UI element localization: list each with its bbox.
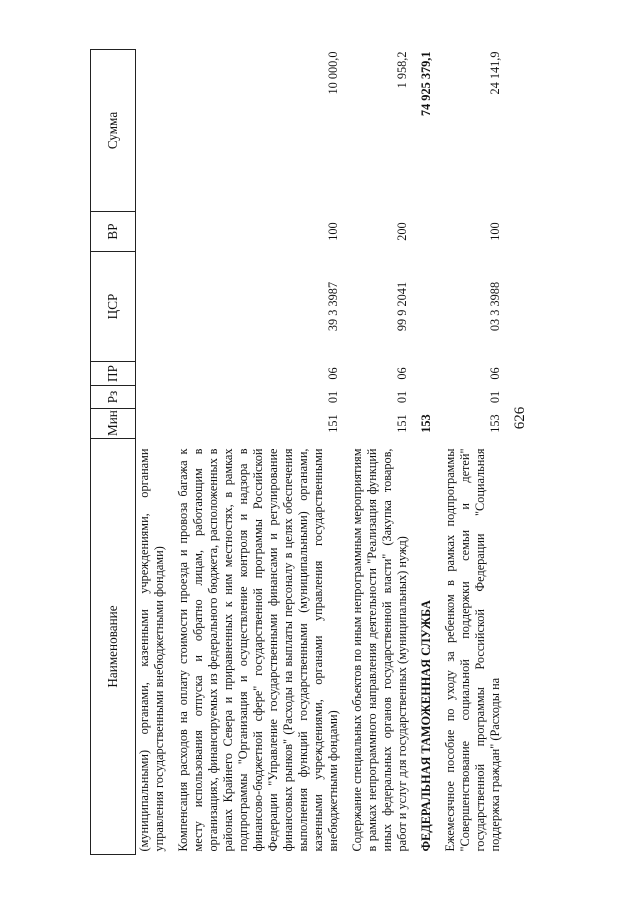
row-sum bbox=[136, 50, 169, 212]
row-sum: 10 000,0 bbox=[326, 51, 340, 95]
row-min bbox=[136, 409, 169, 439]
header-name: Наименование bbox=[91, 439, 136, 855]
row-csr bbox=[411, 252, 435, 362]
row-name: (муниципальными) органами, казенными учреждениями, органами управления государственными внебюджетными фондами) bbox=[137, 448, 166, 852]
row-rz: 01 bbox=[326, 390, 340, 404]
header-rz: Рз bbox=[91, 386, 136, 409]
table-row bbox=[136, 50, 169, 855]
row-pr: 06 bbox=[326, 367, 340, 380]
row-pr: 06 bbox=[488, 367, 502, 380]
table-header-row bbox=[91, 50, 136, 855]
row-pr bbox=[136, 362, 169, 386]
row-name: Ежемесячное пособие по уходу за ребенком в рамках подпрограммы "Совершенствование социальной поддержки семьи и детей" государственной программы Российской Федерации "Социальная поддержка граждан" (Расходы на bbox=[443, 448, 502, 852]
row-rz bbox=[136, 386, 169, 409]
row-rz bbox=[411, 386, 435, 409]
row-vr bbox=[136, 212, 169, 252]
table-row bbox=[435, 50, 504, 855]
row-name: Содержание специальных объектов по иным непрограммным мероприятиям в рамках непрограммного направления деятельности "Реализация функций иных федеральных органов государственной власти" (Закупка товаров, работ и услуг для государственных (муниципальных) нужд) bbox=[350, 448, 409, 852]
header-min: Мин bbox=[91, 409, 136, 439]
row-sum: 74 925 379,1 bbox=[419, 51, 433, 117]
row-pr bbox=[411, 362, 435, 386]
row-csr: 03 3 3988 bbox=[488, 281, 502, 332]
row-vr: 200 bbox=[395, 222, 409, 241]
row-rz: 01 bbox=[488, 390, 502, 404]
row-vr: 100 bbox=[488, 222, 502, 241]
table-row-section bbox=[411, 50, 435, 855]
row-sum: 24 141,9 bbox=[488, 51, 502, 95]
header-csr: ЦСР bbox=[91, 252, 136, 362]
row-name: ФЕДЕРАЛЬНАЯ ТАМОЖЕННАЯ СЛУЖБА bbox=[419, 600, 433, 852]
row-min: 151 bbox=[395, 414, 409, 433]
header-sum: Сумма bbox=[91, 50, 136, 212]
row-rz: 01 bbox=[395, 390, 409, 404]
row-csr: 39 3 3987 bbox=[326, 281, 340, 332]
row-min: 153 bbox=[419, 414, 433, 433]
page-number: 626 bbox=[512, 406, 528, 430]
table-row bbox=[168, 50, 342, 855]
row-min: 151 bbox=[326, 414, 340, 433]
row-csr bbox=[136, 252, 169, 362]
row-vr bbox=[411, 212, 435, 252]
row-sum: 1 958,2 bbox=[395, 51, 409, 89]
table-row bbox=[342, 50, 411, 855]
row-csr: 99 9 2041 bbox=[395, 281, 409, 332]
row-pr: 06 bbox=[395, 367, 409, 380]
row-vr: 100 bbox=[326, 222, 340, 241]
header-vr: ВР bbox=[91, 212, 136, 252]
budget-table-page bbox=[90, 50, 598, 855]
row-min: 153 bbox=[488, 414, 502, 433]
header-pr: ПР bbox=[91, 362, 136, 386]
budget-table bbox=[90, 49, 504, 855]
row-name: Компенсация расходов на оплату стоимости проезда и провоза багажа к месту использования отпуска и обратно лицам, работающим в организациях, финансируемых из федерального бюджета, расположенных в районах Крайнего Севера и приравненных к ним местностях, в рамках подпрограммы "Организация и осуществление контроля и надзора в финансово-бюджетной сфере" государственной программы Российской Федерации "Управление государственными финансами и регулирование финансовых рынков" (Расходы на выплаты персоналу в целях обеспечения выполнения функций государственными (муниципальными) органами, казенными учреждениями, органами управления государственными внебюджетными фондами) bbox=[176, 448, 340, 852]
